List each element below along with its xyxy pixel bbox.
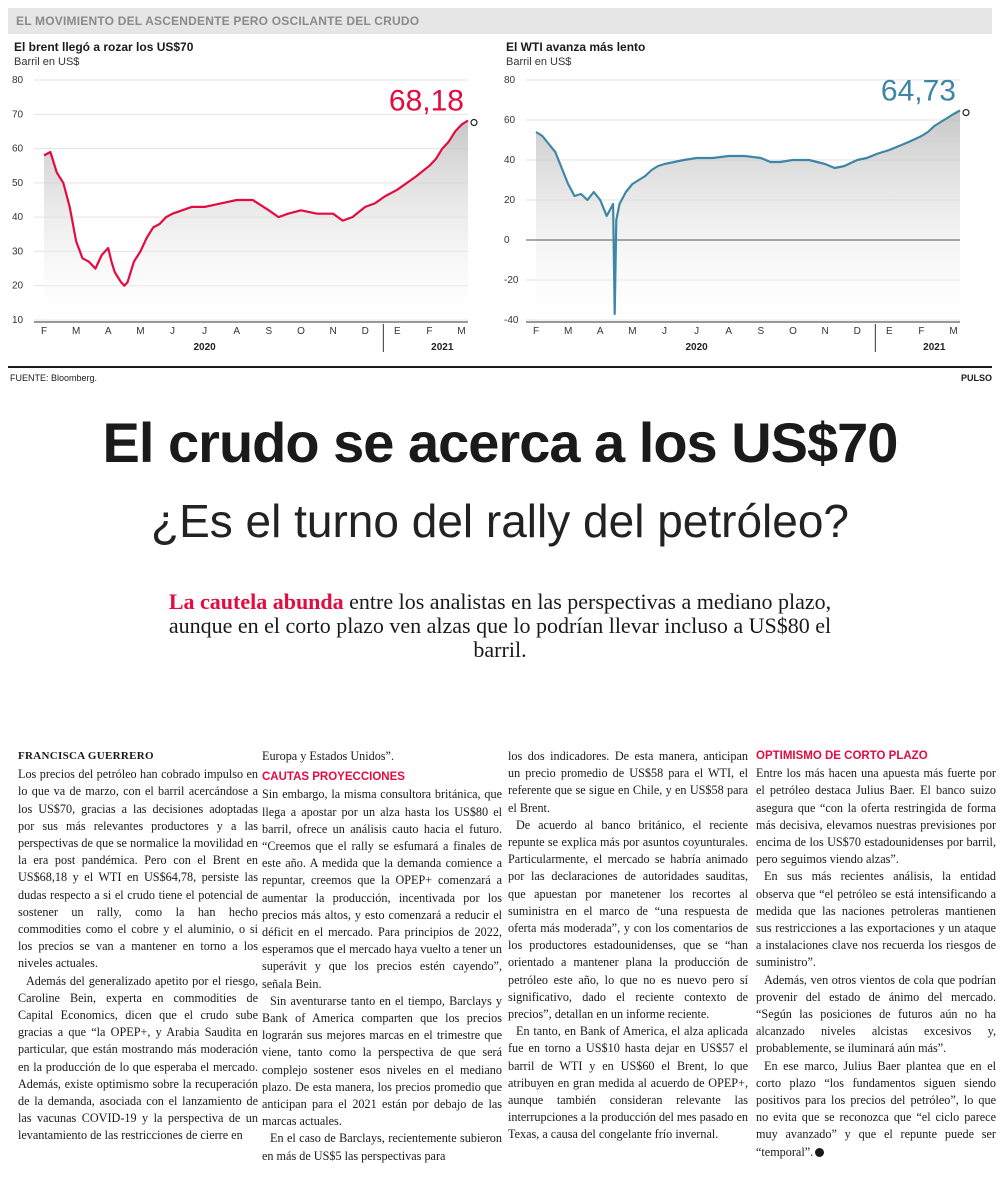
x-tick-label: E (885, 326, 893, 337)
y-tick-label: 80 (12, 75, 24, 86)
subheadline: ¿Es el turno del rally del petróleo? (150, 495, 850, 547)
x-tick-label: J (169, 326, 175, 337)
y-tick-label: 20 (12, 280, 24, 292)
x-tick-label: J (694, 326, 700, 337)
year-label: 2020 (685, 342, 708, 353)
wti-chart-unit: Barril en US$ (506, 56, 572, 68)
brent-chart (8, 36, 500, 366)
year-label: 2020 (193, 342, 216, 353)
y-tick-label: 60 (504, 115, 516, 126)
x-tick-label: M (457, 326, 466, 337)
y-tick-label: 0 (504, 235, 510, 246)
lead-paragraph (150, 590, 850, 662)
x-tick-label: N (821, 326, 829, 337)
y-tick-label: 40 (12, 212, 24, 224)
area-fill (536, 111, 960, 321)
end-mark-icon (815, 1148, 824, 1157)
y-tick-label: 20 (504, 195, 516, 206)
source-row (8, 366, 992, 384)
paragraph (756, 1058, 996, 1161)
y-tick-label: 50 (12, 177, 24, 189)
area-fill (44, 121, 468, 321)
x-tick-label: M (949, 326, 958, 337)
paragraph: Sin embargo, la misma consultora británica, que llega a apostar por un alza hasta los US$80 el barril, ofrece un análisis cauto hacia el futuro. “Creemos que el rally se esfumará a finales de este año. A medida que la demanda comience a repuntar, creemos que la OPEP+ comenzará a aumentar la producción, incentivada por los precios más altos, y esto comenzará a reducir el déficit en el mercado. Para principios de 2022, esperamos que el mercado haya vuelto a tener un superávit y que los precios estén cayendo”, señala Bein. (262, 787, 502, 991)
kicker-bar (8, 8, 992, 34)
lead-accent: La cautela abunda (168, 589, 344, 614)
x-tick-label: F (426, 326, 433, 337)
x-tick-label: F (532, 326, 540, 337)
last-value-label: 68,18 (388, 84, 464, 118)
year-label: 2021 (431, 342, 454, 353)
byline: FRANCISCA GUERRERO (18, 750, 154, 762)
paragraph: Entre los más hacen una apuesta más fuerte por el petróleo destaca Julius Baer. El banco suizo asegura que “con la oferta restringida de forma más decisiva, elevamos nuestras previsiones por encima de los US$70 estadounidenses por barril, pero seguimos viendo alzas”. (756, 766, 996, 867)
y-tick-label: 80 (504, 75, 516, 86)
headline: El crudo se acerca a los US$70 (102, 411, 898, 474)
section-heading: OPTIMISMO DE CORTO PLAZO (756, 750, 928, 762)
wti-chart-svg (500, 70, 984, 366)
x-tick-label: D (361, 326, 369, 337)
section-heading: CAUTAS PROYECCIONES (262, 771, 405, 784)
kicker-text: EL MOVIMIENTO DEL ASCENDENTE PERO OSCILANTE DEL CRUDO (16, 14, 420, 28)
x-tick-label: M (71, 326, 81, 337)
x-tick-label: M (628, 326, 637, 337)
x-tick-label: A (233, 326, 241, 337)
lead-text: entre los analistas en las perspectivas a mediano plazo, aunque en el corto plazo ven alzas que lo podrían llevar incluso a US$80 el barril. (168, 589, 832, 662)
paragraph: los dos indicadores. De esta manera, anticipan un precio promedio de US$58 para el WTI, el referente que se sigue en Chile, y en US$58 para el Brent. (508, 749, 748, 815)
wti-chart-title: El WTI avanza más lento (506, 40, 646, 54)
article-column-4 (756, 748, 996, 1161)
y-tick-label: -20 (504, 275, 519, 286)
source-text: FUENTE: Bloomberg. (10, 373, 98, 383)
x-tick-label: J (661, 326, 667, 337)
x-tick-label: D (853, 326, 861, 337)
x-tick-label: M (563, 326, 573, 337)
x-tick-label: F (40, 326, 48, 337)
x-tick-label: F (918, 326, 925, 337)
article-column-1 (18, 748, 258, 1145)
x-tick-label: O (297, 326, 305, 337)
paragraph: En tanto, en Bank of America, el alza aplicada fue en torno a US$10 hasta dejar en US$57 el barril de WTI y en US$60 el Brent, lo que atribuyen en gran medida al acuerdo de OPEP+, aunque también consideran relevante las interrupciones a la producción del mes pasado en Texas, a causa del congelante frío invernal. (508, 1024, 748, 1142)
x-tick-label: M (136, 326, 145, 337)
y-tick-label: 40 (504, 155, 516, 166)
paragraph: Los precios del petróleo han cobrado impulso en lo que va de marzo, con el barril acercándose a los US$70, gracias a las decisiones adoptadas por sus más relevantes productores y a las perspectivas de que se normalice la movilidad en la era post pandémica. Pero con el Brent en US$68,18 y el WTI en US$64,78, persiste las dudas respecto a si el crudo tiene el potencial de sostener un rally, como la han hecho commodities como el cobre y el aluminio, o si los precios se van a mantener en torno a los niveles actuales. (18, 767, 258, 971)
brent-chart-title: El brent llegó a rozar los US$70 (14, 40, 194, 54)
x-tick-label: S (757, 326, 765, 337)
last-point-marker (963, 110, 969, 116)
last-value-label: 64,73 (880, 74, 956, 108)
paragraph: En sus más recientes análisis, la entidad observa que “el petróleo se está intensificando a medida que las naciones petroleras mantienen sus restricciones a las exportaciones y un ataque a instalaciones clave nos recuerda los riesgos de suministro”. (756, 869, 996, 970)
brent-chart-unit: Barril en US$ (14, 56, 80, 68)
paragraph: Europa y Estados Unidos”. (262, 749, 395, 763)
y-tick-label: 60 (12, 143, 24, 155)
paragraph-text: En ese marco, Julius Baer plantea que en el corto plazo “los fundamentos siguen siendo positivos para los precios del petróleo”, lo que no evita que se reconozca que “el ciclo parece muy avanzado” y que el repunte puede ser “temporal”. (756, 1058, 996, 1159)
paragraph: En el caso de Barclays, recientemente subieron en más de US$5 las perspectivas para (262, 1131, 502, 1163)
brent-chart-svg (8, 70, 492, 366)
x-tick-label: A (725, 326, 733, 337)
y-tick-label: -40 (504, 315, 519, 326)
paragraph: Además, ven otros vientos de cola que podrían provenir del estado de ánimo del mercado. “Según las posiciones de futuros aún no ha alcanzado niveles alcistas excesivos y, probablemente, se iluminará aún más”. (756, 972, 996, 1056)
paragraph: Además del generalizado apetito por el riesgo, Caroline Bein, experta en commodities de Capital Economics, dicen que el crudo sube gracias a que “la OPEP+, y Arabia Saudita en particular, que están mostrando más moderación en la producción de lo que esperaba el mercado. Además, existe optimismo sobre la recuperación de la demanda, asociada con el lanzamiento de las vacunas COVID-19 y la perspectiva de un levantamiento de las restricciones de cierre en (18, 973, 258, 1143)
x-tick-label: S (265, 326, 273, 337)
article-column-2 (262, 748, 502, 1165)
x-tick-label: N (329, 326, 337, 337)
wti-chart (500, 36, 992, 366)
paragraph: De acuerdo al banco británico, el reciente repunte se explica más por asuntos coyunturales. Particularmente, el mercado se habría animado por las declaraciones de autoridades sauditas, que apuestan por manetener los recortes al suministra en el marco de “una respuesta de oferta más moderada”, y con los comentarios de los productores estadounidenses, que se “han orientado a mantener plana la producción de petróleo este año, lo que no es nuevo pero sí significativo, dado el reciente contexto de precios”, detallan en un informe reciente. (508, 817, 748, 1022)
last-point-marker (471, 120, 477, 126)
y-tick-label: 70 (12, 109, 24, 121)
x-tick-label: J (202, 326, 208, 337)
y-tick-label: 10 (12, 315, 24, 326)
x-tick-label: E (393, 326, 401, 337)
y-tick-label: 30 (12, 246, 24, 258)
x-tick-label: A (104, 326, 112, 337)
brand-text: PULSO (960, 373, 992, 383)
paragraph: Sin aventurarse tanto en el tiempo, Barclays y Bank of America comparten que los precios lograrán sus mejores marcas en el trimestre que viene, tanto como la perspectiva de que será complejo sostener esos niveles en el mediano plazo. De esta manera, los precios promedio que anticipan para el 2021 están por debajo de las marcas actuales. (262, 993, 502, 1129)
x-tick-label: A (596, 326, 604, 337)
year-label: 2021 (923, 342, 946, 353)
article-column-3 (508, 748, 748, 1144)
x-tick-label: O (789, 326, 797, 337)
